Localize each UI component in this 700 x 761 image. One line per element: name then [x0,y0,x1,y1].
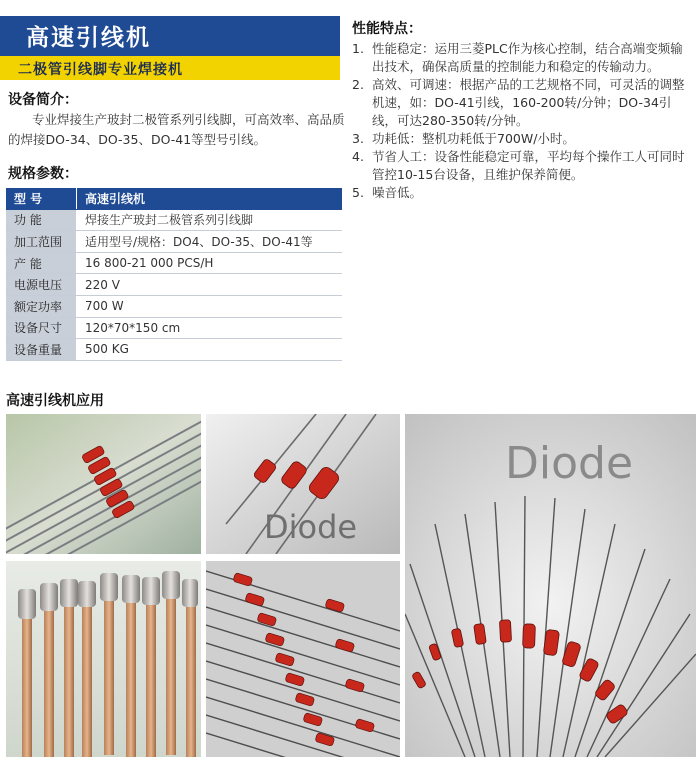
feature-text: 节省人工：设备性能稳定可靠，平均每个操作工人可同时管控10-15台设备，且维护保养简便。 [372,149,685,182]
intro-heading: 设备简介： [8,92,78,108]
feature-text: 噪音低。 [372,185,423,200]
spec-value: 高速引线机 [77,188,343,209]
list-item [352,184,692,202]
photo-diode-rows [206,561,400,757]
spec-key: 电源电压 [6,274,77,296]
spec-key: 型 号 [6,188,77,209]
feature-number: 2. [352,77,364,92]
table-row [6,231,342,253]
spec-value: 500 KG [77,339,343,361]
list-item [352,148,692,184]
diode-text-small: Diode [264,508,358,546]
spec-key: 功 能 [6,209,77,231]
table-row [6,252,342,274]
table-row [6,339,342,361]
spec-value: 16 800-21 000 PCS/H [77,252,343,274]
spec-key: 额定功率 [6,295,77,317]
spec-table [6,188,342,361]
applications-heading: 高速引线机应用 [6,393,104,409]
photo-diode-leads-diagonal [6,414,201,554]
page-subtitle: 二极管引线脚专业焊接机 [18,62,183,78]
feature-number: 5. [352,185,364,200]
features-heading: 性能特点： [352,21,422,37]
feature-number: 4. [352,149,364,164]
spec-value: 焊接生产玻封二极管系列引线脚 [77,209,343,231]
list-item [352,40,692,76]
spec-key: 加工范围 [6,231,77,253]
list-item [352,130,692,148]
feature-number: 3. [352,131,364,146]
feature-text: 性能稳定：运用三菱PLC作为核心控制，结合高端变频输出技术，确保高质量的控制能力和稳定的传输动力。 [372,41,683,74]
table-row [6,317,342,339]
table-row [6,295,342,317]
list-item [352,76,692,130]
table-row [6,274,342,296]
intro-text: 专业焊接生产玻封二极管系列引线脚，可高效率、高品质的焊接DO-34、DO-35、DO-41等型号引线。 [8,112,345,147]
photo-copper-leads [6,561,201,757]
spec-key: 产 能 [6,252,77,274]
page-title: 高速引线机 [26,25,151,51]
spec-value: 700 W [77,295,343,317]
spec-value: 220 V [77,274,343,296]
feature-text: 功耗低：整机功耗低于700W/小时。 [372,131,575,146]
photo-diode-fan [405,414,696,757]
diode-text-large: Diode [505,438,634,489]
feature-list [352,40,692,202]
spec-value: 适用型号/规格：DO4、DO-35、DO-41等 [77,231,343,253]
spec-key: 设备尺寸 [6,317,77,339]
feature-number: 1. [352,41,364,56]
table-row [6,188,342,209]
photo-diode-text-small [206,414,400,554]
spec-value: 120*70*150 cm [77,317,343,339]
spec-key: 设备重量 [6,339,77,361]
table-row [6,209,342,231]
specs-heading: 规格参数： [8,166,78,182]
feature-text: 高效、可调速：根据产品的工艺规格不同，可灵活的调整机速，如：DO-41引线，160-200转/分钟；DO-34引线，可达280-350转/分钟。 [372,77,685,128]
